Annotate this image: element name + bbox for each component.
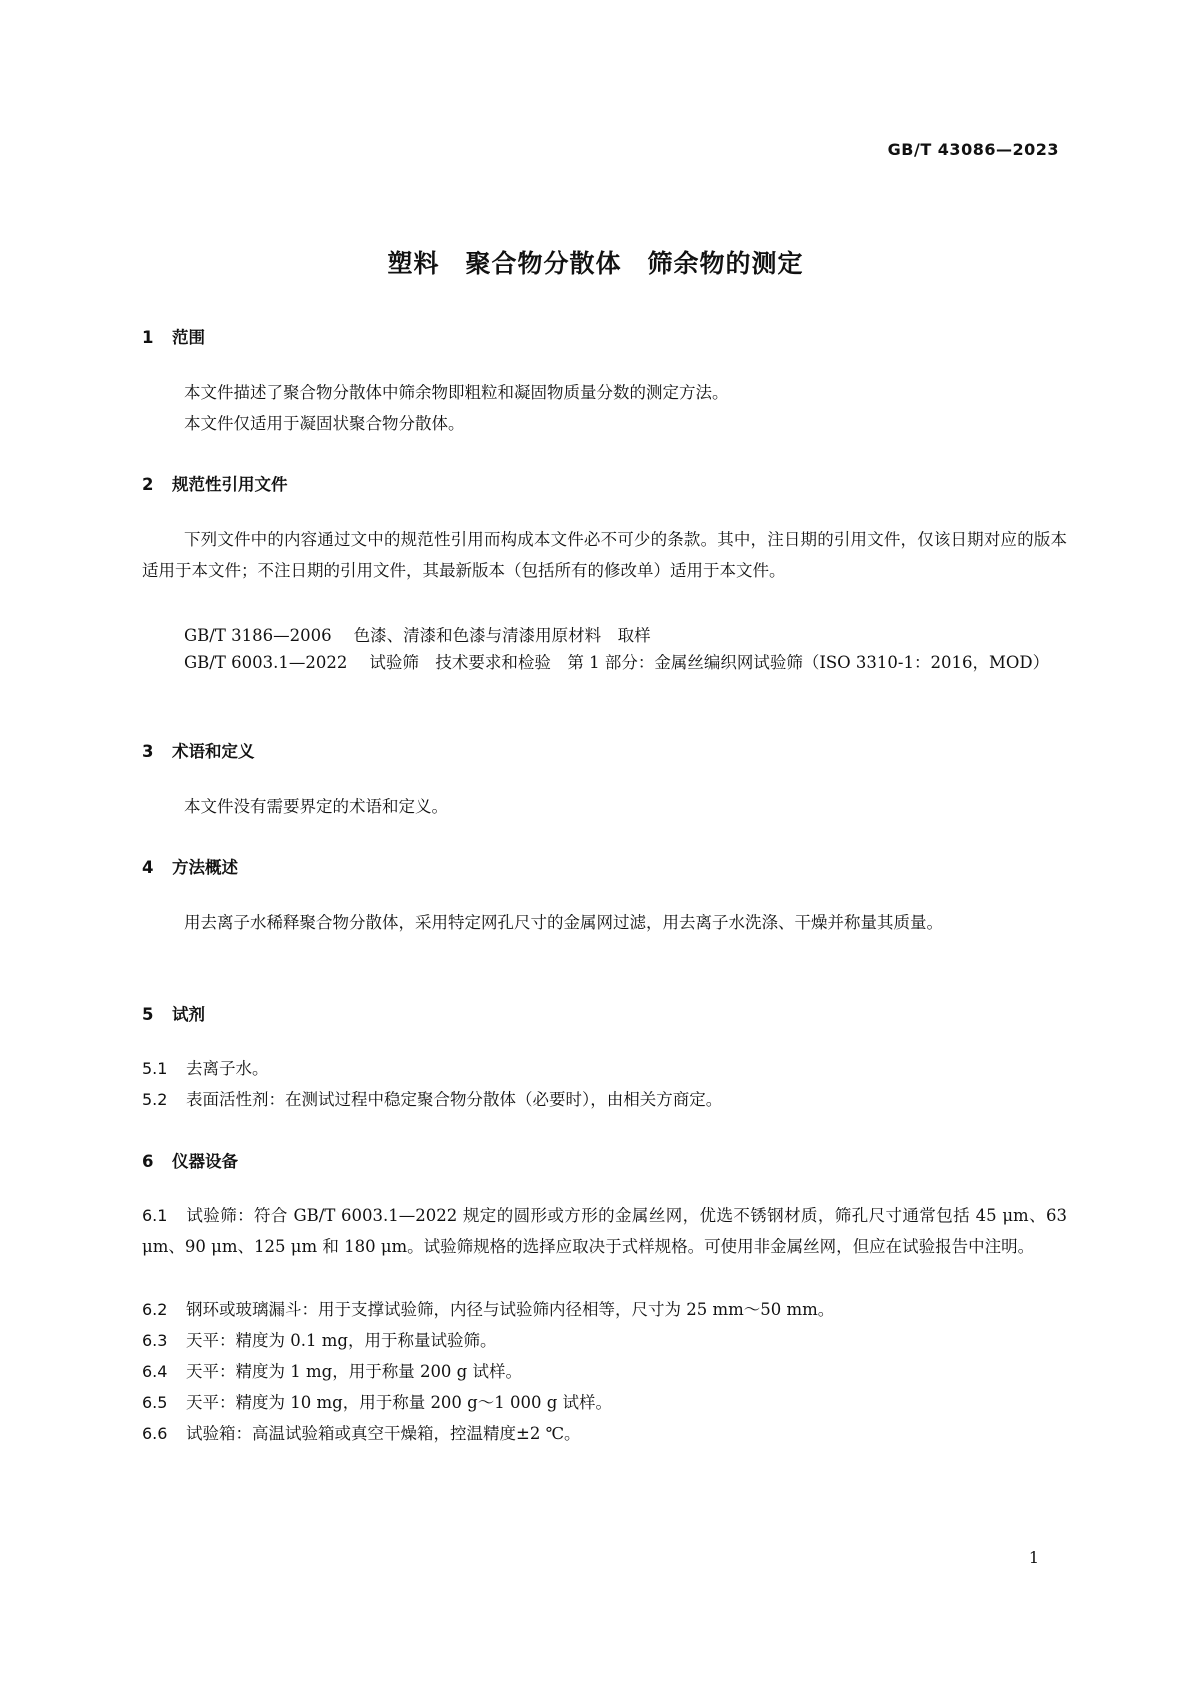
section-2-paragraph-1: 下列文件中的内容通过文中的规范性引用而构成本文件必不可少的条款。其中，注日期的引用文件，仅该日期对应的版本适用于本文件；不注日期的引用文件，其最新版本（包括所有的修改单）适用于本文件。 — [142, 530, 1067, 580]
clause-text: 天平：精度为 1 mg，用于称量 200 g 试样。 — [186, 1362, 522, 1381]
clause-text: 天平：精度为 0.1 mg，用于称量试验筛。 — [186, 1331, 497, 1350]
clause-number: 6.3 — [142, 1331, 168, 1350]
section-number: 1 — [142, 328, 154, 347]
clause-6-6 — [142, 1418, 1067, 1449]
section-number: 4 — [142, 858, 154, 877]
section-1-paragraph-1: 本文件描述了聚合物分散体中筛余物即粗粒和凝固物质量分数的测定方法。 — [184, 383, 729, 402]
section-title: 术语和定义 — [172, 742, 255, 761]
document-title: 塑料 聚合物分散体 筛余物的测定 — [387, 249, 804, 278]
section-number: 5 — [142, 1005, 154, 1024]
section-1-paragraph-2: 本文件仅适用于凝固状聚合物分散体。 — [184, 414, 465, 433]
clause-number: 6.6 — [142, 1424, 168, 1443]
standard-code: GB/T 43086—2023 — [887, 140, 1059, 159]
clause-number: 6.5 — [142, 1393, 168, 1412]
section-title: 方法概述 — [172, 858, 238, 877]
page-number: 1 — [1028, 1548, 1039, 1567]
section-number: 2 — [142, 475, 154, 494]
section-number: 6 — [142, 1152, 154, 1171]
section-3-heading — [142, 738, 255, 762]
clause-text: 去离子水。 — [186, 1059, 269, 1078]
clause-text: 试验箱：高温试验箱或真空干燥箱，控温精度±2 ℃。 — [186, 1424, 581, 1443]
clause-text: 钢环或玻璃漏斗：用于支撑试验筛，内径与试验筛内径相等，尺寸为 25 mm～50 mm。 — [186, 1300, 835, 1319]
clause-text: 天平：精度为 10 mg，用于称量 200 g～1 000 g 试样。 — [186, 1393, 613, 1412]
clause-6-5 — [142, 1387, 1067, 1418]
clause-5-1 — [142, 1053, 1067, 1084]
section-5-heading — [142, 1001, 205, 1025]
section-title: 试剂 — [172, 1005, 205, 1024]
clause-5-2 — [142, 1084, 1067, 1115]
section-title: 仪器设备 — [172, 1152, 238, 1171]
reference-title: 色漆、清漆和色漆与清漆用原材料 取样 — [353, 626, 651, 645]
clause-number: 5.2 — [142, 1090, 168, 1109]
clause-text: 表面活性剂：在测试过程中稳定聚合物分散体（必要时），由相关方商定。 — [186, 1090, 723, 1109]
section-title: 规范性引用文件 — [172, 475, 288, 494]
reference-code: GB/T 3186—2006 — [184, 626, 332, 645]
section-6-heading — [142, 1148, 238, 1172]
clause-number: 6.2 — [142, 1300, 168, 1319]
reference-code: GB/T 6003.1—2022 — [184, 653, 348, 672]
clause-6-4 — [142, 1356, 1067, 1387]
section-number: 3 — [142, 742, 154, 761]
clause-text: 试验筛：符合 GB/T 6003.1—2022 规定的圆形或方形的金属丝网，优选不锈钢材质，筛孔尺寸通常包括 45 μm、63 μm、90 μm、125 μm 和 180 μm。试验筛规格的选择应取决于式样规格。可使用非金属丝网，但应在试验报告中注明。 — [142, 1206, 1067, 1256]
clause-number: 6.1 — [142, 1206, 168, 1225]
clause-number: 6.4 — [142, 1362, 168, 1381]
section-4-paragraph-1: 用去离子水稀释聚合物分散体，采用特定网孔尺寸的金属网过滤，用去离子水洗涤、干燥并称量其质量。 — [184, 913, 943, 932]
normative-reference-1 — [184, 622, 651, 646]
section-1-heading — [142, 324, 205, 348]
section-2-heading — [142, 471, 288, 495]
clause-6-1 — [142, 1200, 1067, 1262]
clause-6-3 — [142, 1325, 1067, 1356]
reference-title: 试验筛 技术要求和检验 第 1 部分：金属丝编织网试验筛（ISO 3310-1：2016，MOD） — [369, 653, 1050, 672]
normative-reference-2 — [142, 647, 1067, 678]
section-3-paragraph-1: 本文件没有需要界定的术语和定义。 — [184, 797, 448, 816]
section-title: 范围 — [172, 328, 205, 347]
clause-number: 5.1 — [142, 1059, 168, 1078]
section-4-heading — [142, 854, 238, 878]
clause-6-2 — [142, 1294, 1067, 1325]
